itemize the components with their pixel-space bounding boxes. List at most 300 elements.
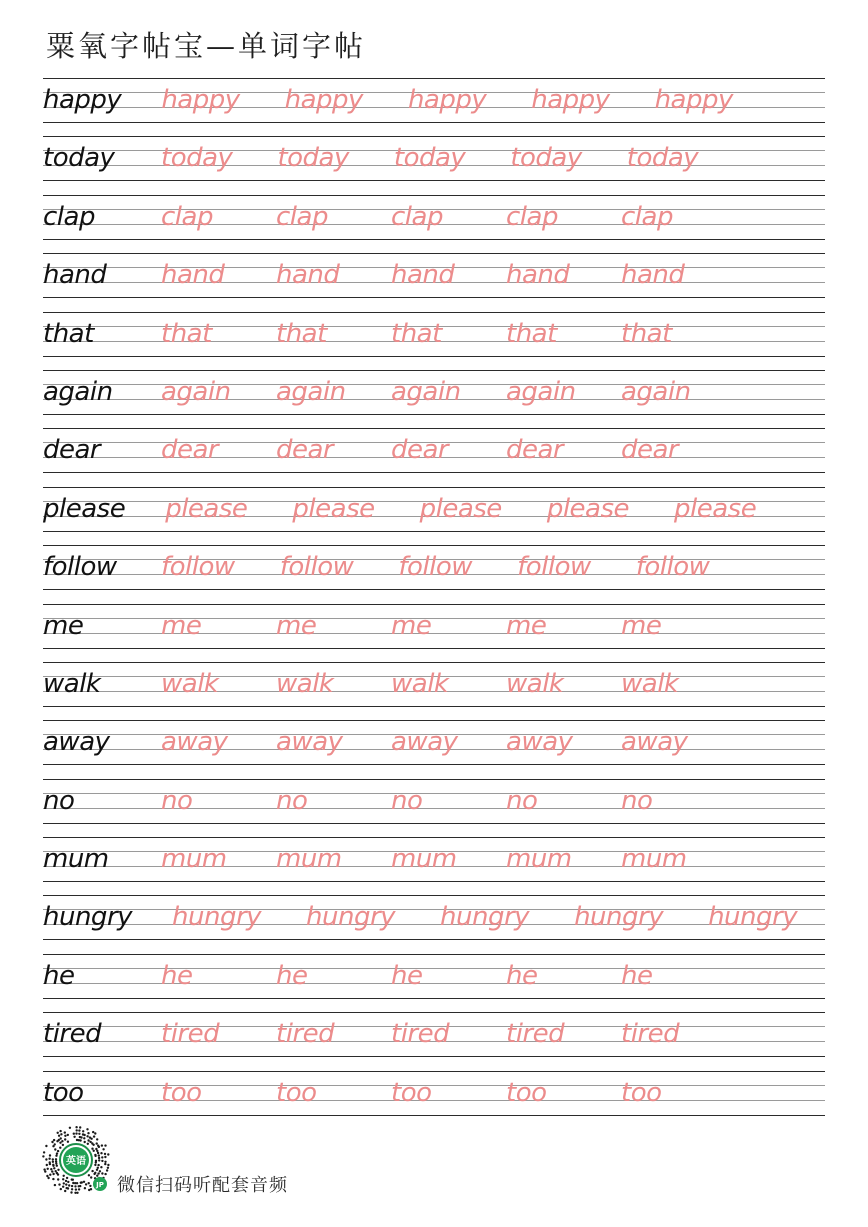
practice-row — [43, 78, 825, 136]
qr-dot — [55, 1155, 57, 1157]
trace-word[interactable]: that — [276, 318, 327, 349]
trace-word[interactable]: he — [506, 960, 538, 991]
qr-dot — [74, 1185, 76, 1187]
qr-corner-text: JP — [96, 1181, 104, 1189]
qr-dot — [87, 1132, 89, 1134]
qr-dot — [94, 1164, 96, 1166]
qr-dot — [52, 1178, 54, 1180]
qr-dot — [52, 1173, 54, 1175]
qr-dot — [94, 1155, 96, 1157]
guide-line — [43, 954, 825, 955]
trace-word[interactable]: hand — [391, 260, 455, 291]
trace-word[interactable]: happy — [407, 85, 487, 115]
qr-dot — [69, 1127, 71, 1129]
trace-word[interactable]: me — [391, 610, 432, 641]
trace-word[interactable]: walk — [276, 668, 334, 699]
qr-dot — [86, 1128, 88, 1130]
qr-badge-text: 英语 — [66, 1156, 86, 1167]
guide-line — [43, 1071, 825, 1072]
qr-dot — [55, 1160, 57, 1162]
trace-word[interactable]: mum — [161, 844, 227, 875]
qr-dot — [89, 1185, 91, 1187]
trace-word[interactable]: happy — [161, 85, 240, 115]
qr-dot — [49, 1161, 51, 1163]
qr-dot — [80, 1136, 82, 1138]
guide-line — [43, 604, 825, 605]
qr-dot — [91, 1170, 93, 1172]
trace-word[interactable]: away — [621, 727, 688, 758]
practice-row — [43, 895, 825, 953]
guide-line — [43, 1115, 825, 1116]
trace-word[interactable]: clap — [621, 201, 673, 232]
trace-word[interactable]: hand — [276, 260, 340, 291]
qr-dot — [96, 1138, 98, 1140]
qr-dot — [101, 1172, 103, 1174]
practice-row — [43, 662, 825, 720]
practice-row — [43, 136, 825, 194]
qr-dot — [107, 1164, 109, 1166]
qr-dot — [57, 1132, 59, 1134]
model-word: again — [43, 376, 113, 407]
qr-dot — [68, 1184, 70, 1186]
guide-line — [43, 1056, 825, 1057]
qr-dot — [88, 1189, 90, 1191]
qr-dot — [79, 1126, 81, 1128]
trace-word[interactable]: hungry — [708, 902, 798, 933]
trace-word[interactable]: tired — [391, 1019, 450, 1050]
trace-word[interactable]: walk — [161, 668, 219, 699]
trace-word[interactable]: please — [165, 493, 248, 524]
practice-row — [43, 604, 825, 662]
qr-dot — [97, 1164, 99, 1166]
trace-word[interactable]: follow — [279, 552, 354, 583]
practice-row — [43, 428, 825, 486]
trace-word[interactable]: he — [161, 960, 193, 991]
footer — [40, 1124, 440, 1204]
qr-dot — [63, 1175, 65, 1177]
qr-dot — [65, 1180, 67, 1182]
guide-line — [43, 312, 825, 313]
trace-word[interactable]: again — [161, 376, 231, 407]
model-word: happy — [43, 85, 122, 115]
qr-dot — [93, 1150, 95, 1152]
qr-dot — [53, 1167, 55, 1169]
qr-dot — [70, 1191, 72, 1193]
trace-word[interactable]: follow — [161, 552, 235, 583]
trace-word[interactable]: today — [510, 143, 582, 174]
qr-dot — [56, 1165, 58, 1167]
qr-dot — [80, 1182, 82, 1184]
guide-line — [43, 136, 825, 137]
qr-dot — [73, 1136, 75, 1138]
qr-dot — [59, 1130, 61, 1132]
qr-dot — [88, 1174, 90, 1176]
practice-row — [43, 195, 825, 253]
trace-word[interactable]: hand — [161, 260, 225, 291]
qr-dot — [84, 1187, 86, 1189]
trace-word[interactable]: no — [391, 785, 423, 816]
practice-row — [43, 545, 825, 603]
qr-dot — [55, 1158, 57, 1160]
qr-dot — [57, 1169, 59, 1171]
trace-word[interactable]: tired — [161, 1019, 220, 1050]
practice-sheet — [43, 78, 825, 1129]
qr-dot — [58, 1183, 60, 1185]
practice-row — [43, 954, 825, 1012]
guide-line — [43, 837, 825, 838]
trace-word[interactable]: away — [161, 727, 228, 758]
qr-dot — [73, 1133, 75, 1135]
trace-word[interactable]: that — [506, 318, 557, 349]
trace-word[interactable]: happy — [531, 85, 610, 115]
qr-dot — [67, 1134, 69, 1136]
scan-instruction: 微信扫码听配套音频 — [117, 1175, 288, 1196]
qr-dot — [71, 1188, 73, 1190]
trace-word[interactable]: away — [276, 727, 343, 758]
trace-word[interactable]: away — [506, 727, 573, 758]
guide-line — [43, 487, 825, 488]
qr-dot — [54, 1143, 56, 1145]
qr-dot — [51, 1141, 53, 1143]
trace-word[interactable]: no — [506, 785, 538, 816]
trace-word[interactable]: hungry — [172, 902, 262, 933]
qr-dot — [91, 1148, 93, 1150]
qr-dot — [75, 1132, 77, 1134]
qr-dot — [43, 1151, 45, 1153]
practice-row — [43, 779, 825, 837]
qr-dot — [93, 1173, 95, 1175]
qr-dot — [78, 1188, 80, 1190]
qr-dot — [59, 1142, 61, 1144]
trace-word[interactable]: clap — [506, 201, 558, 232]
guide-line — [43, 895, 825, 896]
qr-dot — [45, 1145, 47, 1147]
guide-line — [43, 253, 825, 254]
qr-dot — [94, 1132, 96, 1134]
trace-word[interactable]: walk — [506, 668, 564, 699]
practice-row — [43, 720, 825, 778]
qr-dot — [104, 1153, 106, 1155]
model-word: hungry — [43, 902, 133, 933]
qr-dot — [48, 1158, 50, 1160]
guide-line — [43, 589, 825, 590]
trace-word[interactable]: dear — [391, 435, 449, 466]
trace-word[interactable]: away — [391, 727, 458, 758]
qr-dot — [76, 1129, 78, 1131]
qr-dot — [104, 1144, 106, 1146]
qr-dot — [46, 1164, 48, 1166]
qr-dot — [64, 1135, 66, 1137]
qr-dot — [104, 1163, 106, 1165]
qr-dot — [54, 1148, 56, 1150]
qr-dot — [97, 1152, 99, 1154]
qr-dot — [90, 1138, 92, 1140]
qr-dot — [107, 1153, 109, 1155]
trace-word[interactable]: mum — [391, 844, 457, 875]
qr-dot — [66, 1177, 68, 1179]
trace-word[interactable]: dear — [506, 435, 564, 466]
qr-dot — [71, 1185, 73, 1187]
qr-dot — [101, 1144, 103, 1146]
page-title: 粟氧字帖宝—单词字帖 — [46, 29, 367, 63]
qr-dot — [62, 1144, 64, 1146]
trace-word[interactable]: he — [391, 960, 423, 991]
trace-word[interactable]: please — [674, 493, 757, 524]
model-word: dear — [43, 435, 101, 466]
qr-dot — [67, 1181, 69, 1183]
trace-word[interactable]: that — [391, 318, 442, 349]
trace-word[interactable]: hand — [506, 260, 570, 291]
qr-dot — [51, 1170, 53, 1172]
guide-line — [43, 779, 825, 780]
qr-dot — [74, 1192, 76, 1194]
trace-word[interactable]: hand — [621, 260, 685, 291]
qr-dot — [52, 1161, 54, 1163]
qr-dot — [87, 1143, 89, 1145]
practice-row — [43, 1071, 825, 1129]
qr-dot — [55, 1170, 57, 1172]
qr-dot — [62, 1178, 64, 1180]
qr-dot — [65, 1183, 67, 1185]
guide-line — [43, 370, 825, 371]
trace-word[interactable]: please — [546, 493, 630, 524]
trace-word[interactable]: me — [506, 610, 547, 641]
qr-dot — [52, 1164, 54, 1166]
guide-line — [43, 706, 825, 707]
trace-word[interactable]: follow — [635, 552, 710, 583]
qr-dot — [84, 1141, 86, 1143]
qr-dot — [101, 1160, 103, 1162]
trace-word[interactable]: me — [276, 610, 317, 641]
model-word: please — [43, 493, 126, 524]
qr-dot — [79, 1139, 81, 1141]
qr-dot — [104, 1156, 106, 1158]
trace-word[interactable]: too — [276, 1077, 317, 1108]
guide-line — [43, 428, 825, 429]
guide-line — [43, 356, 825, 357]
model-word: follow — [43, 552, 117, 583]
qr-dot — [52, 1158, 54, 1160]
qr-dot — [54, 1184, 56, 1186]
qr-dot — [63, 1182, 65, 1184]
qr-code-icon[interactable] — [40, 1124, 112, 1196]
qr-dot — [95, 1161, 97, 1163]
trace-word[interactable]: clap — [276, 201, 328, 232]
trace-word[interactable]: again — [506, 376, 576, 407]
qr-dot — [100, 1166, 102, 1168]
trace-word[interactable]: dear — [161, 435, 219, 466]
qr-dot — [88, 1182, 90, 1184]
qr-dot — [59, 1147, 61, 1149]
model-word: today — [43, 143, 115, 174]
trace-word[interactable]: no — [276, 785, 308, 816]
qr-dot — [97, 1172, 99, 1174]
qr-dot — [93, 1135, 95, 1137]
qr-dot — [96, 1169, 98, 1171]
trace-word[interactable]: too — [506, 1077, 547, 1108]
model-word: he — [43, 960, 75, 991]
practice-row — [43, 370, 825, 428]
qr-dot — [85, 1183, 87, 1185]
trace-word[interactable]: happy — [654, 85, 733, 115]
trace-word[interactable]: today — [393, 143, 466, 174]
trace-word[interactable]: happy — [284, 85, 363, 115]
trace-word[interactable]: follow — [398, 552, 473, 583]
guide-line — [43, 662, 825, 663]
qr-dot — [56, 1152, 58, 1154]
trace-word[interactable]: too — [161, 1077, 202, 1108]
trace-word[interactable]: me — [161, 610, 202, 641]
trace-word[interactable]: dear — [621, 435, 679, 466]
trace-word[interactable]: too — [391, 1077, 432, 1108]
model-word: walk — [43, 668, 101, 699]
qr-dot — [62, 1186, 64, 1188]
guide-line — [43, 531, 825, 532]
practice-row — [43, 253, 825, 311]
qr-dot — [83, 1181, 85, 1183]
qr-dot — [98, 1157, 100, 1159]
qr-dot — [64, 1138, 66, 1140]
qr-dot — [98, 1159, 100, 1161]
trace-word[interactable]: tired — [621, 1019, 680, 1050]
guide-line — [43, 472, 825, 473]
trace-word[interactable]: again — [621, 376, 691, 407]
trace-word[interactable]: he — [621, 960, 653, 991]
guide-line — [43, 648, 825, 649]
qr-dot — [71, 1178, 73, 1180]
practice-row — [43, 837, 825, 895]
trace-word[interactable]: mum — [506, 844, 572, 875]
qr-dot — [82, 1130, 84, 1132]
guide-line — [43, 239, 825, 240]
qr-dot — [104, 1161, 106, 1163]
trace-word[interactable]: walk — [391, 668, 449, 699]
qr-dot — [99, 1170, 101, 1172]
qr-dot — [67, 1141, 69, 1143]
guide-line — [43, 545, 825, 546]
trace-word[interactable]: again — [391, 376, 461, 407]
trace-word[interactable]: that — [161, 318, 212, 349]
qr-dot — [66, 1187, 68, 1189]
qr-dot — [75, 1188, 77, 1190]
trace-word[interactable]: too — [621, 1077, 662, 1108]
trace-word[interactable]: clap — [161, 201, 213, 232]
qr-dot — [57, 1178, 59, 1180]
qr-dot — [102, 1148, 104, 1150]
trace-word[interactable]: today — [626, 143, 699, 174]
trace-word[interactable]: he — [276, 960, 308, 991]
trace-word[interactable]: please — [419, 493, 502, 524]
guide-line — [43, 998, 825, 999]
trace-word[interactable]: hungry — [306, 902, 396, 933]
qr-dot — [83, 1137, 85, 1139]
trace-word[interactable]: hungry — [574, 902, 664, 933]
guide-line — [43, 297, 825, 298]
trace-word[interactable]: no — [621, 785, 653, 816]
qr-dot — [47, 1168, 49, 1170]
qr-dot — [78, 1129, 80, 1131]
guide-line — [43, 939, 825, 940]
practice-row — [43, 1012, 825, 1070]
qr-dot — [107, 1167, 109, 1169]
trace-word[interactable]: tired — [276, 1019, 335, 1050]
qr-dot — [98, 1146, 100, 1148]
guide-line — [43, 764, 825, 765]
model-word: away — [43, 727, 110, 758]
qr-dot — [49, 1174, 51, 1176]
practice-row — [43, 312, 825, 370]
qr-dot — [53, 1139, 55, 1141]
qr-dot — [96, 1175, 98, 1177]
qr-dot — [90, 1176, 92, 1178]
qr-dot — [100, 1152, 102, 1154]
trace-word[interactable]: mum — [276, 844, 342, 875]
model-word: too — [43, 1077, 84, 1108]
qr-dot — [104, 1173, 106, 1175]
model-word: that — [43, 318, 94, 349]
model-word: me — [43, 610, 84, 641]
qr-dot — [92, 1131, 94, 1133]
guide-line — [43, 78, 825, 79]
practice-row — [43, 487, 825, 545]
qr-dot — [78, 1185, 80, 1187]
trace-word[interactable]: mum — [621, 844, 687, 875]
qr-dot — [47, 1177, 49, 1179]
trace-word[interactable]: today — [277, 143, 349, 174]
trace-word[interactable]: that — [621, 318, 672, 349]
qr-dot — [96, 1150, 98, 1152]
guide-line — [43, 720, 825, 721]
guide-line — [43, 1012, 825, 1013]
trace-word[interactable]: dear — [276, 435, 334, 466]
qr-dot — [46, 1175, 48, 1177]
qr-dot — [106, 1169, 108, 1171]
trace-word[interactable]: today — [161, 143, 233, 174]
trace-word[interactable]: walk — [621, 668, 679, 699]
qr-dot — [60, 1133, 62, 1135]
guide-line — [43, 122, 825, 123]
qr-dot — [45, 1158, 47, 1160]
trace-word[interactable]: hungry — [440, 902, 530, 933]
qr-dot — [61, 1140, 63, 1142]
model-word: no — [43, 785, 75, 816]
qr-dot — [64, 1131, 66, 1133]
guide-line — [43, 823, 825, 824]
model-word: hand — [43, 260, 107, 291]
trace-word[interactable]: follow — [517, 552, 591, 583]
trace-word[interactable]: me — [621, 610, 662, 641]
trace-word[interactable]: again — [276, 376, 346, 407]
qr-dot — [78, 1133, 80, 1135]
qr-dot — [50, 1168, 52, 1170]
trace-word[interactable]: clap — [391, 201, 443, 232]
qr-dot — [60, 1188, 62, 1190]
qr-dot — [75, 1126, 77, 1128]
model-word: tired — [43, 1019, 102, 1050]
guide-line — [43, 195, 825, 196]
trace-word[interactable]: no — [161, 785, 193, 816]
qr-dot — [101, 1156, 103, 1158]
qr-dot — [42, 1155, 44, 1157]
qr-dot — [60, 1137, 62, 1139]
model-word: mum — [43, 844, 109, 875]
trace-word[interactable]: please — [292, 493, 375, 524]
trace-word[interactable]: tired — [506, 1019, 565, 1050]
model-word: clap — [43, 201, 95, 232]
guide-line — [43, 414, 825, 415]
qr-dot — [43, 1168, 45, 1170]
qr-dot — [72, 1182, 74, 1184]
